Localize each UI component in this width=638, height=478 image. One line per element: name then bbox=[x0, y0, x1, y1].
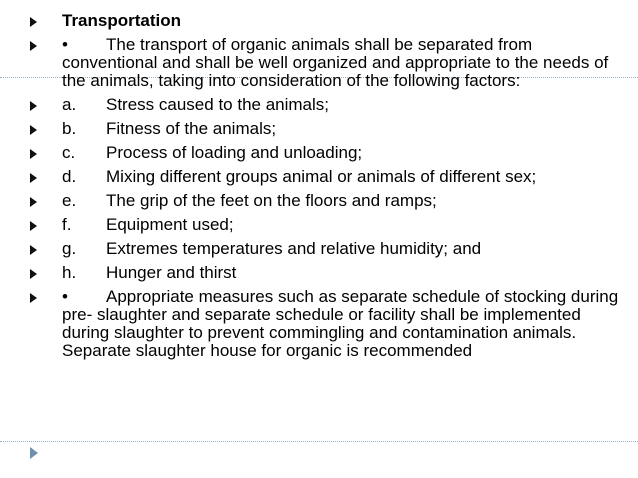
factor-label: c. bbox=[62, 143, 76, 162]
triangle-bullet-icon bbox=[30, 173, 37, 183]
triangle-bullet-icon bbox=[30, 149, 37, 159]
slide-nav-arrow-icon[interactable] bbox=[30, 447, 38, 459]
triangle-bullet-icon bbox=[30, 17, 37, 27]
list-item-factor-f bbox=[30, 216, 630, 234]
intro-text: The transport of organic animals shall be separated from conventional and shall be well organized and appropriate to the needs of the animals, taking into consideration of the following factors: bbox=[62, 35, 609, 90]
triangle-bullet-icon bbox=[30, 269, 37, 279]
factor-text: Extremes temperatures and relative humidity; and bbox=[106, 239, 482, 258]
list-item-intro bbox=[30, 36, 630, 90]
closing-marker: • bbox=[62, 287, 68, 306]
list-item-closing bbox=[30, 288, 630, 360]
intro-marker: • bbox=[62, 35, 68, 54]
triangle-bullet-icon bbox=[30, 293, 37, 303]
triangle-bullet-icon bbox=[30, 101, 37, 111]
heading-text: Transportation bbox=[62, 11, 182, 30]
triangle-bullet-icon bbox=[30, 41, 37, 51]
factor-text: Equipment used; bbox=[106, 215, 234, 234]
factor-label: d. bbox=[62, 167, 77, 186]
factor-text: Fitness of the animals; bbox=[106, 119, 277, 138]
list-item-factor-d bbox=[30, 168, 630, 186]
list-item-factor-b bbox=[30, 120, 630, 138]
factor-text: Stress caused to the animals; bbox=[106, 95, 330, 114]
factor-label: a. bbox=[62, 95, 77, 114]
factor-text: Mixing different groups animal or animals of different sex; bbox=[106, 167, 537, 186]
factor-label: e. bbox=[62, 191, 77, 210]
triangle-bullet-icon bbox=[30, 125, 37, 135]
triangle-bullet-icon bbox=[30, 221, 37, 231]
factor-text: Hunger and thirst bbox=[106, 263, 237, 282]
factor-label: h. bbox=[62, 263, 77, 282]
factor-label: f. bbox=[62, 215, 72, 234]
factor-label: g. bbox=[62, 239, 77, 258]
list-item-heading bbox=[30, 12, 630, 30]
list-item-factor-e bbox=[30, 192, 630, 210]
triangle-bullet-icon bbox=[30, 245, 37, 255]
bullet-list bbox=[30, 12, 630, 360]
closing-text: Appropriate measures such as separate schedule of stocking during pre- slaughter and separate schedule or facility shall be implemented during slaughter to prevent commingling and contamination animals. Separate slaughter house for organic is recommended bbox=[62, 287, 619, 360]
triangle-bullet-icon bbox=[30, 197, 37, 207]
list-item-factor-g bbox=[30, 240, 630, 258]
factor-label: b. bbox=[62, 119, 77, 138]
factor-text: Process of loading and unloading; bbox=[106, 143, 363, 162]
list-item-factor-a bbox=[30, 96, 630, 114]
bottom-divider-line bbox=[0, 441, 638, 442]
list-item-factor-h bbox=[30, 264, 630, 282]
list-item-factor-c bbox=[30, 144, 630, 162]
factor-text: The grip of the feet on the floors and ramps; bbox=[106, 191, 437, 210]
